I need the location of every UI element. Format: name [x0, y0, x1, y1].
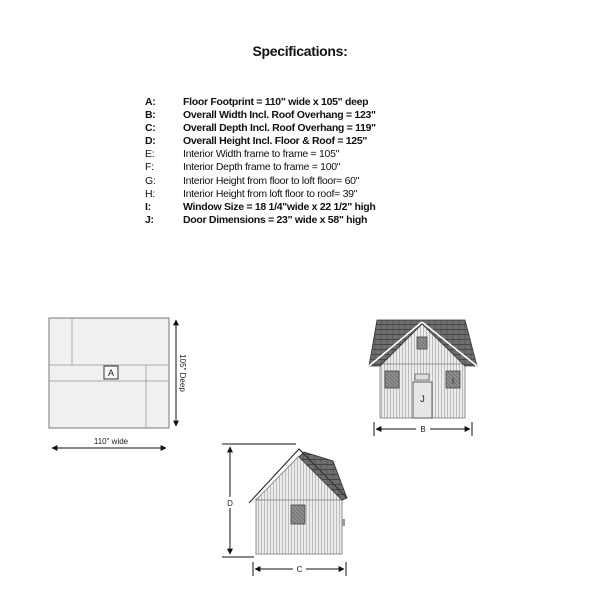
spec-key: J:	[145, 213, 154, 226]
side-window	[291, 505, 305, 524]
window-label: I	[451, 377, 455, 386]
spec-key: D:	[145, 135, 156, 148]
floor-plan-diagram	[49, 318, 187, 448]
spec-text: Door Dimensions = 23" wide x 58" high	[183, 213, 368, 226]
spec-text: Interior Height from loft floor to roof= 39"	[183, 187, 358, 200]
spec-key: F:	[145, 161, 154, 174]
spec-text: Overall Depth Incl. Roof Overhang = 119"	[183, 122, 376, 135]
spec-key: H:	[145, 187, 155, 200]
spec-text: Window Size = 18 1/4"wide x 22 1/2" high	[183, 200, 376, 213]
floor-width-label: 110" wide	[93, 437, 129, 446]
spec-key: E:	[145, 148, 155, 161]
door-label: J	[420, 394, 425, 404]
page-title: Specifications:	[252, 43, 348, 59]
front-window-left	[385, 371, 399, 388]
spec-key: A:	[145, 96, 156, 108]
spec-text: Overall Width Incl. Roof Overhang = 123"	[183, 109, 376, 122]
spec-key: G:	[145, 174, 156, 187]
overall-depth-label: C	[296, 565, 303, 574]
floor-label: A	[107, 368, 115, 378]
overall-height-label: D	[227, 499, 233, 508]
door-sign	[415, 374, 429, 380]
overall-width-label: B	[420, 425, 426, 434]
side-trim	[342, 519, 345, 526]
floor-depth-label: 105" Deep	[178, 354, 187, 392]
spec-text: Interior Height from floor to loft floor= 60"	[183, 174, 360, 187]
side-view-diagram	[222, 444, 347, 576]
spec-text: Interior Depth frame to frame = 100"	[183, 161, 341, 174]
spec-text: Floor Footprint = 110" wide x 105" deep	[183, 96, 369, 108]
spec-text: Interior Width frame to frame = 105"	[183, 148, 340, 161]
spec-key: B:	[145, 109, 156, 122]
loft-window	[417, 337, 427, 349]
spec-key: C:	[145, 122, 156, 135]
spec-text: Overall Height Incl. Floor & Roof = 125"	[183, 135, 368, 148]
front-view-diagram	[369, 320, 477, 436]
spec-key: I:	[145, 200, 151, 213]
